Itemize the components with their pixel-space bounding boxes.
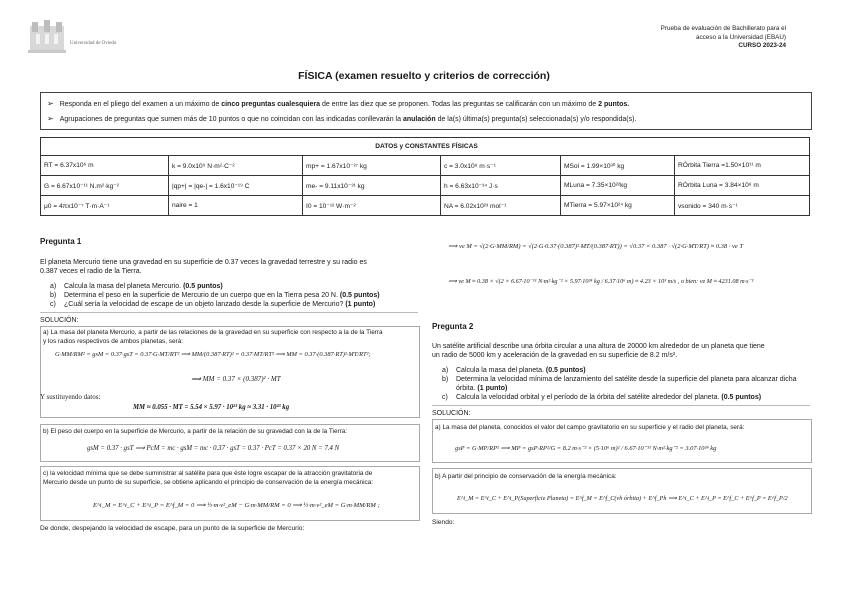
intro-line: a) La masa del planeta Mercurio, a partir de las relaciones de la gravedad en su superficie con respecto a la de la Tierra xyxy=(43,329,383,336)
p2-solution-a-equation: gsP = G·MP/RP² ⟹ MP = gsP·RP²/G = 8.2 m·s⁻² × (5·10⁶ m)² / 6.67·10⁻¹¹ N·m²·kg⁻² = 3.07·10²⁴ kg xyxy=(455,445,717,452)
statement-line: Un satélite artificial describe una órbita circular a una altura de 20000 km alrededor de un planeta que tiene xyxy=(432,343,765,350)
table-cell: MSol = 1.99×10³⁰ kg xyxy=(561,156,675,176)
p2-solution-b-intro: b) A partir del principio de conservación de la energía mecánica: xyxy=(435,473,617,480)
exam-line-2: acceso a la Universidad (EBAU) xyxy=(696,33,786,41)
arrow-bullet-icon: ➢ xyxy=(47,114,54,123)
exam-line-1: Prueba de evaluación de Bachillerato para el xyxy=(660,25,786,32)
solution-a-equation: G·MM/RM² = gsM = 0.37·gsT = 0.37·G·MT/RT² ⟹ MM/(0.387·RT)² = 0.37·MT/RT² ⟹ MM = 0.37·(0.387·RT)²·MT/RT²; xyxy=(55,351,371,358)
table-cell: RÓrbita Tierra =1.50×10¹¹ m xyxy=(675,156,810,176)
table-cell: I0 = 10⁻¹² W·m⁻² xyxy=(303,196,441,216)
substituting-label: Y sustituyendo datos: xyxy=(40,393,101,401)
p2-solution-b-equation: E^i_M = E^i_C + E^i_P(Superficie Planeta) = E^f_M = E^f_C(vh órbita) + E^f_Ph ⟹ E^i_C + E^i_P = E^f_C + E^f_P = E^f_P/2 xyxy=(457,495,788,502)
list-item xyxy=(50,300,420,309)
instruction-1-text-b: cinco preguntas cualesquiera xyxy=(221,101,321,108)
pregunta-2-statement xyxy=(432,342,812,360)
pregunta-1-title: Pregunta 1 xyxy=(40,237,82,246)
instruction-2 xyxy=(47,114,636,123)
pregunta-2-items xyxy=(442,366,812,402)
instruction-2-text-a: Agrupaciones de preguntas que sumen más de 10 puntos o que no coincidan con las indicadas conllevarán la xyxy=(59,116,403,123)
table-cell: MTierra = 5.97×10²⁴ kg xyxy=(561,196,675,216)
exam-header xyxy=(616,25,786,51)
university-logo-text: Universidad de Oviedo xyxy=(70,41,117,46)
item-letter: a) xyxy=(442,367,449,374)
table-cell: mp+ = 1.67x10⁻²⁷ kg xyxy=(303,156,441,176)
table-cell: h = 6.63x10⁻³⁴ J·s xyxy=(441,176,561,196)
constants-table xyxy=(40,137,810,216)
divider xyxy=(40,312,418,313)
list-item xyxy=(50,282,420,291)
divider xyxy=(432,405,810,406)
table-row xyxy=(41,196,810,216)
solution-b-box xyxy=(40,424,420,462)
item-letter: c) xyxy=(442,394,448,401)
item-letter: a) xyxy=(50,283,57,290)
solution-a-intro xyxy=(43,329,383,346)
solution-c-equation: E^i_M = E^i_C + E^i_P = E^f_M = 0 ⟹ ½·m·v²_eM − G·m·MM/RM = 0 ⟹ ½·m·v²_eM = G·m·MM/RM ; xyxy=(93,502,380,509)
page-title: FÍSICA (examen resuelto y criterios de corrección) xyxy=(298,70,550,82)
solution-c-intro xyxy=(43,469,373,487)
p2-solution-a-box xyxy=(432,419,812,463)
item-points: (1 punto) xyxy=(477,385,508,392)
siendo-label: Siendo: xyxy=(432,519,455,526)
table-cell: NA = 6.02x10²³ mol⁻¹ xyxy=(441,196,561,216)
course-label: CURSO 2023-24 xyxy=(738,42,786,49)
instruction-1-text-a: Responda en el pliego del examen a un máximo de xyxy=(59,101,222,108)
item-points: (1 punto) xyxy=(345,301,376,308)
pregunta-2-title: Pregunta 2 xyxy=(432,322,474,331)
item-text: Calcula la velocidad orbital y el período de la órbita del satélite alrededor del planeta. xyxy=(456,394,722,401)
table-cell: |qp+| = |qe-| = 1.6x10⁻¹⁹ C xyxy=(169,176,303,196)
intro-line: c) la velocidad mínima que se debe suministrar al satélite para que éste logre escapar de la atracción gravitatoria de xyxy=(43,470,373,477)
item-points: (0.5 puntos) xyxy=(545,367,586,374)
item-text: Calcula la masa del planeta. xyxy=(456,367,546,374)
escape-velocity-numeric: ⟹ ve M ≈ 0.38 × √(2 × 6.67·10⁻¹¹ N·m²·kg⁻² × 5.97·10²⁴ kg / 6.37·10⁶ m) ≈ 4.23 × 10³ m/s , o bien: ve M ≈ 4231.08 m·s⁻¹ xyxy=(448,278,754,285)
table-cell: RT = 6.37x10⁶ m xyxy=(41,156,169,176)
solucion-label-2: SOLUCIÓN: xyxy=(432,410,471,417)
instruction-1-text-d: 2 puntos. xyxy=(598,101,630,108)
item-text: Determina el peso en la superficie de Mercurio de un cuerpo que en la Tierra pesa 20 N. xyxy=(64,292,340,299)
solution-a-box xyxy=(40,326,420,418)
list-item xyxy=(442,393,812,402)
instruction-1 xyxy=(47,99,629,108)
item-letter: b) xyxy=(50,292,57,299)
table-cell: μ0 = 4πx10⁻⁷ T·m·A⁻¹ xyxy=(41,196,169,216)
list-item xyxy=(442,366,812,375)
intro-line: Mercurio desde un punto de su superficie, se obtiene aplicando el principio de conservación de la energía mecánica: xyxy=(43,479,374,486)
intro-line: y los radios respectivos de ambos planetas, será: xyxy=(43,337,183,345)
instruction-2-text-b: anulación xyxy=(402,116,436,123)
arrow-bullet-icon: ➢ xyxy=(47,99,54,108)
item-text: ¿Cuál sería la velocidad de escape de un objeto lanzado desde la superficie de Mercurio? xyxy=(64,301,346,308)
instruction-2-text-c: de la(s) última(s) pregunta(s) seleccionada(s) y/o respondida(s). xyxy=(435,116,637,123)
item-text: Determina la velocidad mínima de lanzamiento del satélite desde la superficie del planeta para alcanzar dicha órbita. xyxy=(456,376,797,392)
table-cell: c = 3.0x10⁸ m·s⁻¹ xyxy=(441,156,561,176)
solution-a-equation-2: ⟹ MM = 0.37 × (0.387)² · MT xyxy=(191,375,281,383)
solucion-label: SOLUCIÓN: xyxy=(40,317,79,324)
solution-c-box xyxy=(40,466,420,521)
table-cell: RÓrbita Luna = 3.84×10⁸ m xyxy=(675,176,810,196)
table-cell: G = 6.67x10⁻¹¹ N.m²·kg⁻² xyxy=(41,176,169,196)
item-letter: b) xyxy=(442,376,449,383)
solution-b-equation: gsM = 0.37 · gsT ⟹ PcM = mc · gsM = mc · 0.37 · gsT = 0.37 · PcT = 0.37 × 20 N = 7.4 N xyxy=(87,445,340,452)
p2-solution-b-box xyxy=(432,468,812,514)
table-cell: k = 9.0x10⁹ N·m²·C⁻² xyxy=(169,156,303,176)
pregunta-1-statement xyxy=(40,258,415,276)
statement-line: 0.387 veces el radio de la Tierra. xyxy=(40,268,142,275)
table-cell: me- = 9.11x10⁻³¹ kg xyxy=(303,176,441,196)
list-item xyxy=(50,291,420,300)
table-cell: naire = 1 xyxy=(169,196,303,216)
table-row xyxy=(41,156,810,176)
university-logo xyxy=(28,20,148,58)
item-letter: c) xyxy=(50,301,56,308)
list-item xyxy=(442,375,812,393)
table-cell: vsonido = 340 m·s⁻¹ xyxy=(675,196,810,216)
constants-heading: DATOS y CONSTANTES FÍSICAS xyxy=(41,138,810,156)
item-text: Calcula la masa del planeta Mercurio. xyxy=(64,283,184,290)
item-points: (0.5 puntos) xyxy=(183,283,223,290)
item-points: (0.5 puntos) xyxy=(721,394,762,401)
solution-b-intro: b) El peso del cuerpo en la superficie de Mercurio, a partir de la relación de su gravedad con la de la Tierra: xyxy=(43,428,348,435)
solution-a-result: MM ≈ 0.055 · MT = 5.54 × 5.97 · 10²³ kg ≈ 3.31 · 10²³ kg xyxy=(133,404,290,411)
statement-line: El planeta Mercurio tiene una gravedad en su superficie de 0.37 veces la gravedad terrestre y su radio es xyxy=(40,259,367,266)
escape-velocity-equation: ⟹ ve M = √(2·G·MM/RM) = √(2·G·0.37·(0.387)²·MT/(0.387·RT)) = √0.37 × 0.387 · √(2·G·MT/RT) ≈ 0.38 · ve T xyxy=(448,243,744,250)
item-points: (0.5 puntos) xyxy=(339,292,380,299)
pregunta-1-items xyxy=(50,282,420,309)
instruction-1-text-c: de entre las diez que se proponen. Todas las preguntas se calificarán con un máximo de xyxy=(320,101,599,108)
instructions-box xyxy=(40,92,812,130)
statement-line: un radio de 5000 km y aceleración de la gravedad en su superficie de 8.2 m/s². xyxy=(432,352,678,359)
solution-c-outro: De donde, despejando la velocidad de escape, para un punto de la superficie de Mercurio: xyxy=(40,525,305,532)
university-crest-icon xyxy=(28,20,148,58)
p2-solution-a-intro: a) La masa del planeta, conocidos el valor del campo gravitatorio en su superficie y el radio del planeta, será: xyxy=(435,424,745,431)
table-cell: MLuna = 7.35×10²²kg xyxy=(561,176,675,196)
table-row xyxy=(41,176,810,196)
